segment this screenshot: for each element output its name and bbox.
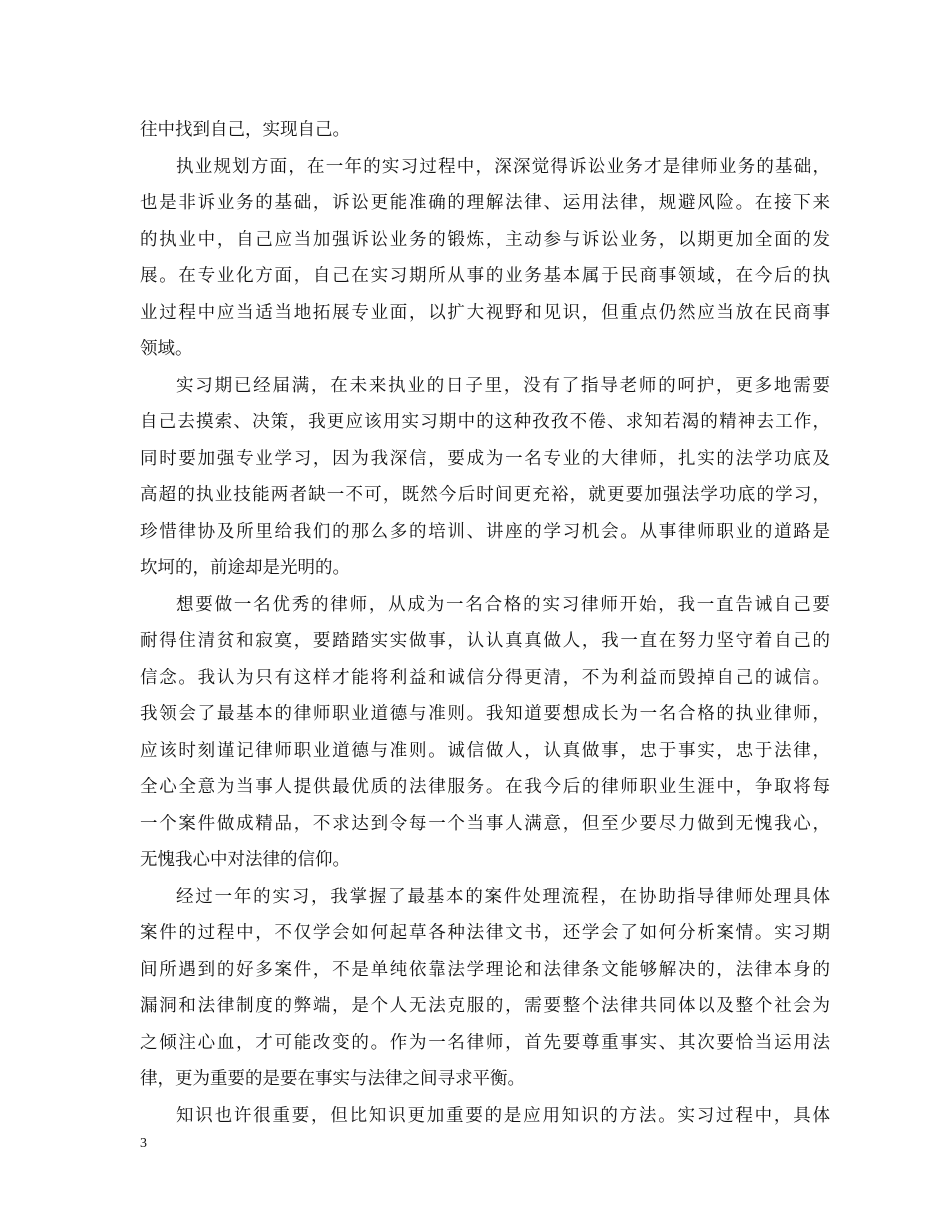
text-line: 之倾注心血，才可能改变的。作为一名律师，首先要尊重事实、其次要恰当运用法 bbox=[140, 1032, 830, 1053]
text-line: 高超的执业技能两者缺一不可，既然今后时间更充裕，就更要加强法学功底的学习， bbox=[140, 485, 830, 505]
text-line: 知识也许很重要，但比知识更加重要的是应用知识的方法。实习过程中，具体 bbox=[176, 1105, 830, 1126]
paragraph bbox=[140, 1098, 830, 1135]
text-line: 间所遇到的好多案件，不是单纯依靠法学理论和法律条文能够解决的，法律本身的 bbox=[140, 959, 830, 980]
body-text bbox=[140, 112, 830, 1134]
text-line: 往中找到自己，实现自己。 bbox=[140, 120, 350, 140]
text-line: 执业规划方面，在一年的实习过程中，深深觉得诉讼业务才是律师业务的基础， bbox=[176, 156, 830, 177]
text-line: 实习期已经届满，在未来执业的日子里，没有了指导老师的呵护，更多地需要 bbox=[176, 375, 830, 396]
text-line: 全心全意为当事人提供最优质的法律服务。在我今后的律师职业生涯中，争取将每 bbox=[140, 777, 830, 797]
text-line: 案件的过程中，不仅学会如何起草各种法律文书，还学会了如何分析案情。实习期 bbox=[140, 923, 830, 943]
text-line: 想要做一名优秀的律师，从成为一名合格的实习律师开始，我一直告诫自己要 bbox=[176, 594, 830, 615]
text-line: 漏洞和法律制度的弊端，是个人无法克服的，需要整个法律共同体以及整个社会为 bbox=[140, 996, 830, 1016]
text-line: 一个案件做成精品，不求达到令每一个当事人满意，但至少要尽力做到无愧我心， bbox=[140, 813, 830, 834]
text-line: 坎坷的，前途却是光明的。 bbox=[140, 558, 350, 578]
text-line: 的执业中，自己应当加强诉讼业务的锻炼，主动参与诉讼业务，以期更加全面的发 bbox=[140, 229, 830, 250]
text-line: 业过程中应当适当地拓展专业面，以扩大视野和见识，但重点仍然应当放在民商事 bbox=[140, 302, 830, 323]
paragraph bbox=[140, 149, 830, 368]
text-line: 我领会了最基本的律师职业道德与准则。我知道要想成长为一名合格的执业律师， bbox=[140, 704, 830, 724]
text-line: 同时要加强专业学习，因为我深信，要成为一名专业的大律师，扎实的法学功底及 bbox=[140, 448, 830, 469]
paragraph bbox=[140, 368, 830, 587]
text-line: 无愧我心中对法律的信仰。 bbox=[140, 850, 350, 870]
text-line: 展。在专业化方面，自己在实习期所从事的业务基本属于民商事领域，在今后的执 bbox=[140, 266, 830, 286]
text-line: 经过一年的实习，我掌握了最基本的案件处理流程，在协助指导律师处理具体 bbox=[176, 886, 830, 907]
paragraph bbox=[140, 879, 830, 1098]
text-line: 律，更为重要的是要在事实与法律之间寻求平衡。 bbox=[140, 1069, 525, 1089]
text-line: 应该时刻谨记律师职业道德与准则。诚信做人，认真做事，忠于事实，忠于法律， bbox=[140, 740, 830, 761]
text-line: 珍惜律协及所里给我们的那么多的培训、讲座的学习机会。从事律师职业的道路是 bbox=[140, 521, 830, 542]
text-line: 耐得住清贫和寂寞，要踏踏实实做事，认认真真做人，我一直在努力坚守着自己的 bbox=[140, 631, 830, 651]
text-line: 领域。 bbox=[140, 339, 193, 359]
text-line: 也是非诉业务的基础，诉讼更能准确的理解法律、运用法律，规避风险。在接下来 bbox=[140, 193, 830, 213]
paragraph bbox=[140, 112, 830, 149]
page-number: 3 bbox=[140, 1136, 147, 1151]
text-line: 自己去摸索、决策，我更应该用实习期中的这种孜孜不倦、求知若渴的精神去工作， bbox=[140, 412, 830, 432]
paragraph bbox=[140, 587, 830, 879]
text-line: 信念。我认为只有这样才能将利益和诚信分得更清，不为利益而毁掉自己的诚信。 bbox=[140, 667, 830, 688]
